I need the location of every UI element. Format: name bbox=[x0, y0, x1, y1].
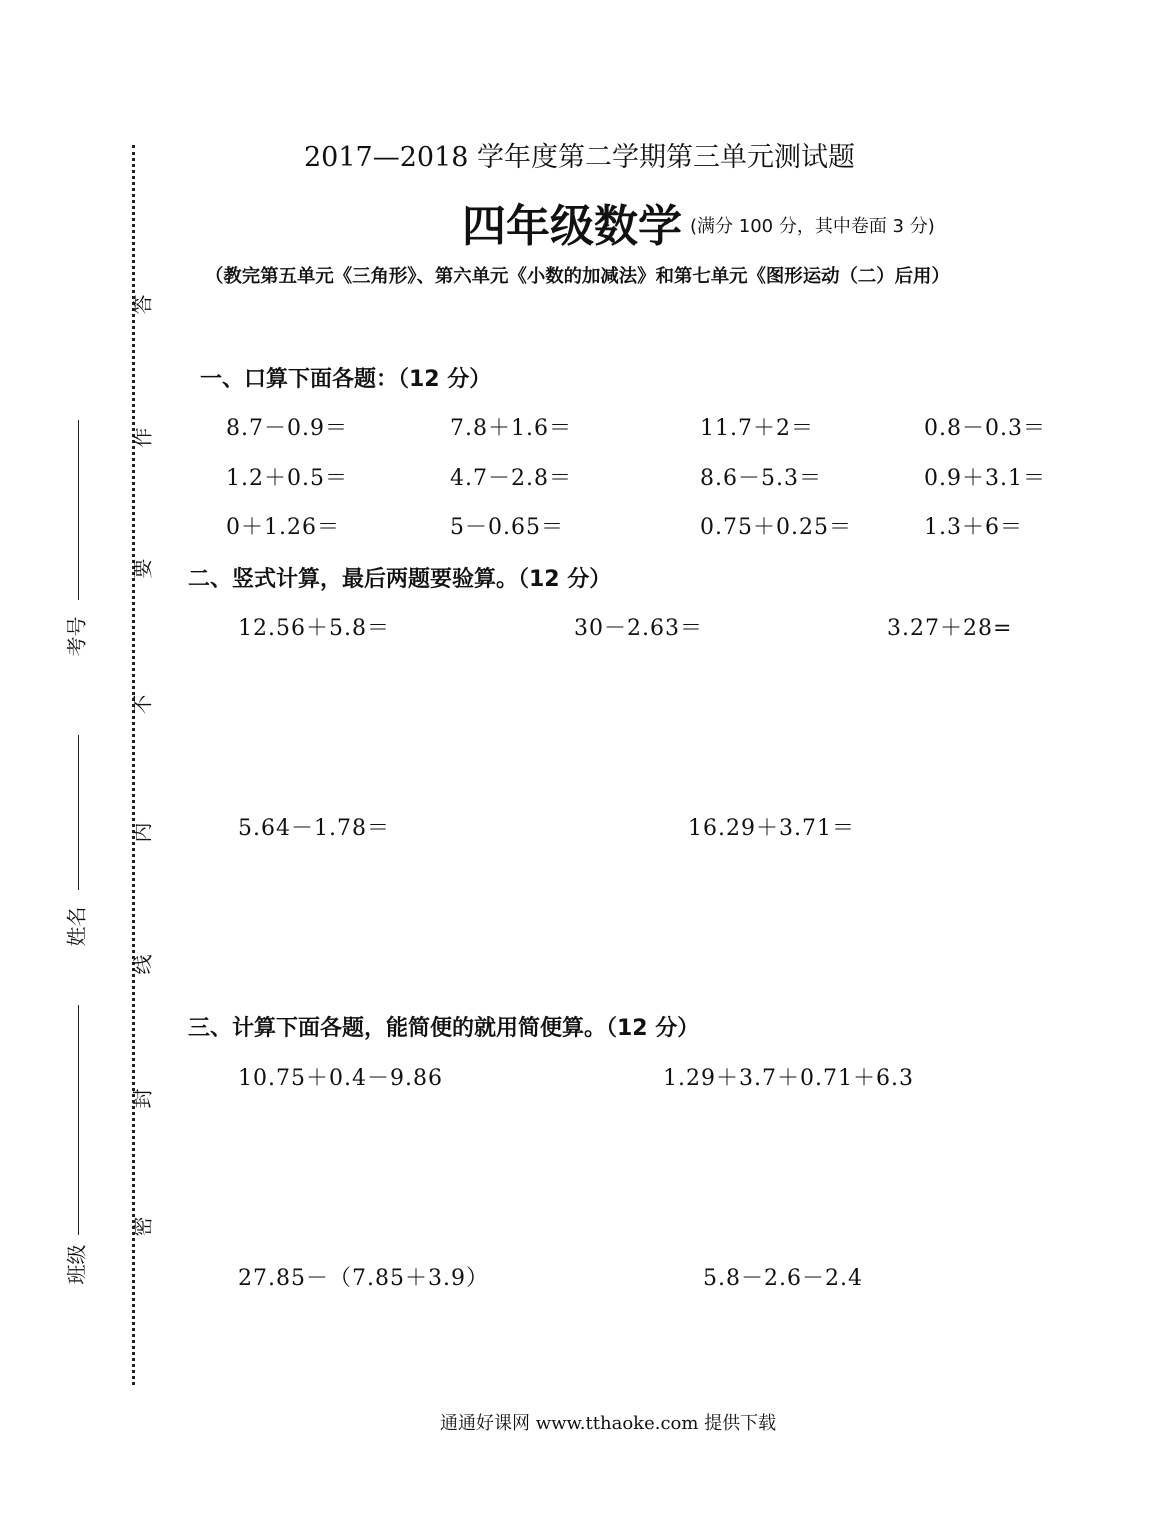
q1-12: 1.3＋6＝ bbox=[924, 515, 1023, 540]
exam-no-label: 考号 bbox=[64, 616, 89, 657]
exam-no-line bbox=[78, 420, 79, 600]
exam-title: 2017—2018 学年度第二学期第三单元测试题 bbox=[304, 142, 856, 173]
q2-4: 5.64－1.78＝ bbox=[238, 816, 390, 841]
name-line bbox=[78, 735, 79, 890]
q2-1: 12.56＋5.8＝ bbox=[238, 616, 390, 641]
q1-4: 0.8－0.3＝ bbox=[924, 416, 1046, 441]
full-mark-note: (满分 100 分，其中卷面 3 分) bbox=[690, 216, 935, 237]
binding-dotted-line bbox=[132, 145, 135, 1385]
seal-char-6: 线 bbox=[130, 954, 155, 975]
name-label: 姓名 bbox=[64, 906, 89, 947]
q3-3: 27.85－（7.85＋3.9） bbox=[238, 1266, 489, 1291]
scope-note: （教完第五单元《三角形》、第六单元《小数的加减法》和第七单元《图形运动（二）后用） bbox=[205, 266, 950, 287]
section-3-title: 三、计算下面各题，能简便的就用简便算。（12 分） bbox=[188, 1016, 700, 1041]
q1-7: 8.6－5.3＝ bbox=[700, 466, 822, 491]
seal-char-3: 要 bbox=[130, 558, 155, 579]
class-label: 班级 bbox=[64, 1244, 89, 1285]
section-1-title: 一、口算下面各题：（12 分） bbox=[200, 367, 492, 392]
seal-char-4: 不 bbox=[130, 694, 155, 715]
class-line bbox=[78, 1005, 79, 1235]
seal-char-8: 密 bbox=[130, 1216, 155, 1237]
q1-3: 11.7＋2＝ bbox=[700, 416, 814, 441]
seal-char-2: 作 bbox=[130, 427, 155, 448]
q1-6: 4.7－2.8＝ bbox=[450, 466, 572, 491]
seal-char-5: 内 bbox=[130, 822, 155, 843]
q2-3: 3.27＋28= bbox=[887, 616, 1013, 641]
q1-9: 0＋1.26＝ bbox=[226, 515, 340, 540]
subject-title: 四年级数学 bbox=[462, 201, 682, 252]
q2-2: 30－2.63＝ bbox=[574, 616, 703, 641]
q1-8: 0.9＋3.1＝ bbox=[924, 466, 1046, 491]
q1-2: 7.8＋1.6＝ bbox=[450, 416, 572, 441]
q3-2: 1.29＋3.7＋0.71＋6.3 bbox=[663, 1066, 914, 1091]
q2-5: 16.29＋3.71＝ bbox=[688, 816, 855, 841]
q1-5: 1.2＋0.5＝ bbox=[226, 466, 348, 491]
q3-4: 5.8－2.6－2.4 bbox=[703, 1266, 863, 1291]
footer-note: 通通好课网 www.tthaoke.com 提供下载 bbox=[440, 1413, 777, 1434]
seal-char-1: 答 bbox=[130, 294, 155, 315]
q3-1: 10.75＋0.4－9.86 bbox=[238, 1066, 443, 1091]
q1-11: 0.75＋0.25＝ bbox=[700, 515, 852, 540]
section-2-title: 二、竖式计算，最后两题要验算。（12 分） bbox=[188, 567, 612, 592]
q1-10: 5－0.65＝ bbox=[450, 515, 564, 540]
seal-char-7: 封 bbox=[130, 1088, 155, 1109]
q1-1: 8.7－0.9＝ bbox=[226, 416, 348, 441]
